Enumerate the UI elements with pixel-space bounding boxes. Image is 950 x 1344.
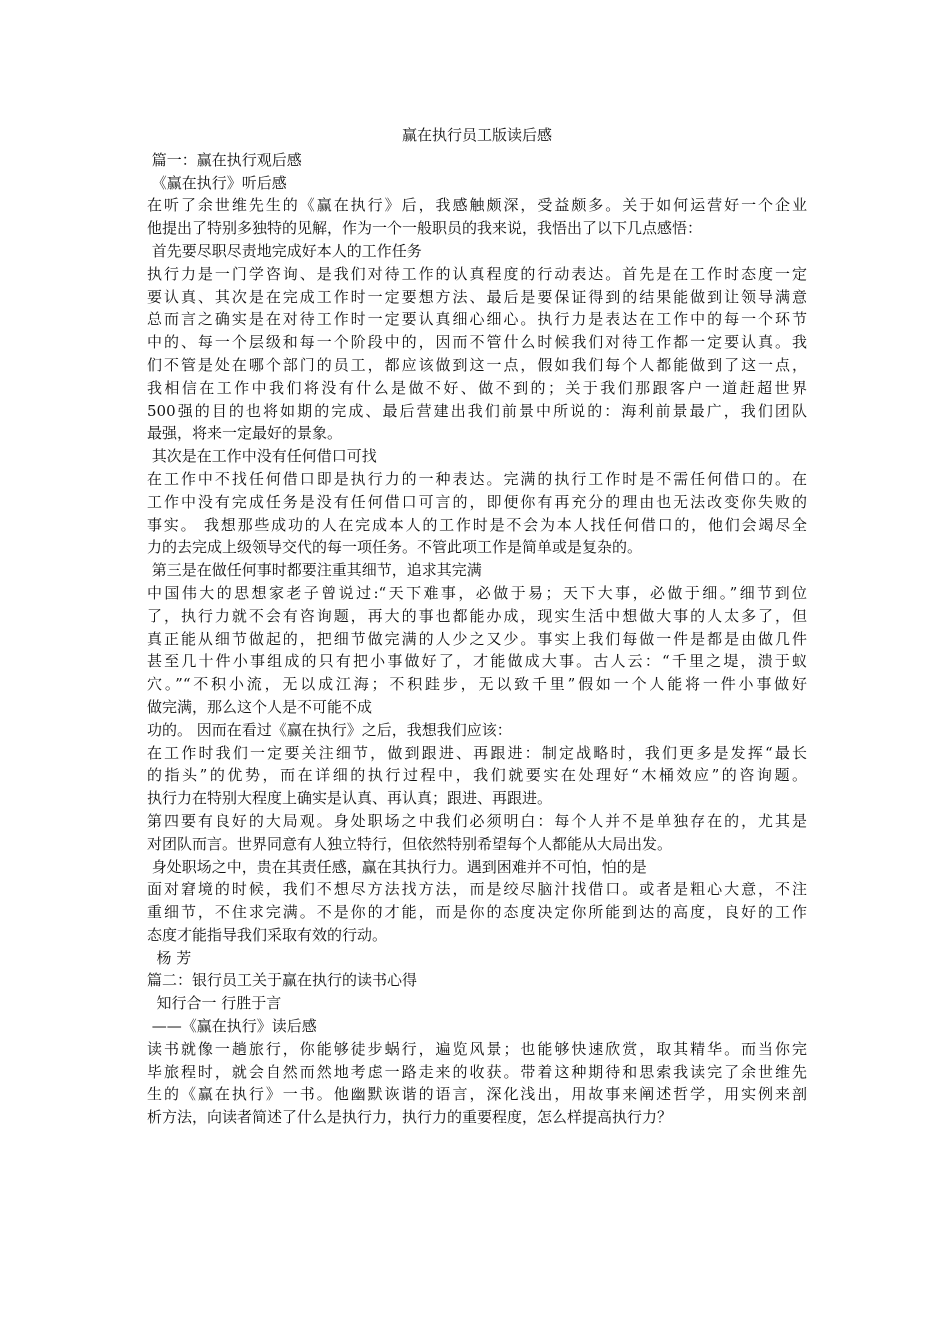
text-line: 在听了余世维先生的《赢在执行》后，我感触颇深，受益颇多。关于如何运营好一个企业	[147, 196, 807, 215]
text-line: 甚至几十件小事组成的只有把小事做好了，才能做成大事。古人云：“千里之堤，溃于蚁	[147, 652, 807, 671]
text-line: 知行合一 行胜于言	[147, 994, 282, 1013]
text-line: 在工作时我们一定要关注细节，做到跟进、再跟进：制定战略时，我们更多是发挥“最长	[147, 743, 807, 762]
text-line: 读书就像一趟旅行，你能够徒步蜗行，遍览风景；也能够快速欣赏，取其精华。而当你完	[147, 1039, 807, 1058]
text-line: 中国伟大的思想家老子曾说过:“天下难事，必做于易；天下大事，必做于细。”细节到位	[147, 583, 807, 602]
document-body	[147, 149, 807, 1129]
text-line: 工作中没有完成任务是没有任何借口可言的，即便你有再充分的理由也无法改变你失败的	[147, 492, 807, 511]
text-line: 执行力在特别大程度上确实是认真、再认真；跟进、再跟进。	[147, 789, 553, 808]
text-line: 做完满，那么这个人是不可能不成	[147, 697, 373, 716]
document-title: 赢在执行员工版读后感	[401, 126, 552, 144]
text-line: 总而言之确实是在对待工作时一定要认真细心细心。执行力是表达在工作中的每一个环节	[147, 310, 807, 329]
text-line: 最强，将来一定最好的景象。	[147, 424, 343, 443]
text-line: 态度才能指导我们采取有效的行动。	[147, 925, 388, 944]
text-line: 真正能从细节做起的，把细节做完满的人少之又少。事实上我们每做一件是都是由做几件	[147, 629, 807, 648]
text-line: 毕旅程时，就会自然而然地考虑一路走来的收获。带着这种期待和思索我读完了余世维先	[147, 1062, 807, 1081]
text-line: 力的去完成上级领导交代的每一项任务。不管此项工作是简单或是复杂的。	[147, 538, 643, 557]
text-line: 生的《赢在执行》一书。他幽默诙谐的语言，深化浅出，用故事来阐述哲学，用实例来剖	[147, 1085, 807, 1104]
document-page	[147, 124, 807, 1129]
text-line: 要认真、其次是在完成工作时一定要想方法、最后是要保证得到的结果能做到让领导满意	[147, 287, 807, 306]
text-line: 500强的目的也将如期的完成、最后营建出我们前景中所说的：海利前景最广，我们团队	[147, 401, 807, 420]
text-line: 他提出了特别多独特的见解，作为一个一般职员的我来说，我悟出了以下几点感悟：	[147, 219, 703, 238]
text-line: 穴。”“不积小流，无以成江海；不积跬步，无以致千里”假如一个人能将一件小事做好	[147, 675, 807, 694]
text-line: 其次是在工作中没有任何借口可找	[147, 447, 377, 466]
text-line: ——《赢在执行》读后感	[147, 1017, 317, 1036]
text-line: 我相信在工作中我们将没有什么是做不好、做不到的；关于我们那跟客户一道赶超世界	[147, 378, 807, 397]
text-line: 篇二：银行员工关于赢在执行的读书心得	[147, 971, 418, 990]
text-line: 析方法，向读者简述了什么是执行力，执行力的重要程度，怎么样提高执行力？	[147, 1108, 673, 1127]
text-line: 执行力是一门学咨询、是我们对待工作的认真程度的行动表达。首先是在工作时态度一定	[147, 264, 807, 283]
text-line: 重细节，不住求完满。不是你的才能，而是你的态度决定你所能到达的高度，良好的工作	[147, 903, 807, 922]
text-line: 了，执行力就不会有咨询题，再大的事也都能办成，现实生活中想做大事的人太多了，但	[147, 606, 807, 625]
text-line: 功的。 因而在看过《赢在执行》之后，我想我们应该：	[147, 720, 512, 739]
text-line: 第三是在做任何事时都要注重其细节，追求其完满	[147, 561, 482, 580]
text-line: 对团队而言。世界同意有人独立特行，但依然特别希望每个人都能从大局出发。	[147, 834, 673, 853]
text-line: 第四要有良好的大局观。身处职场之中我们必须明白：每个人并不是单独存在的，尤其是	[147, 811, 807, 830]
text-line: 们不管是处在哪个部门的员工，都应该做到这一点，假如我们每个人都能做到了这一点，	[147, 355, 807, 374]
text-line: 面对窘境的时候，我们不想尽方法找方法，而是绞尽脑汁找借口。或者是粗心大意，不注	[147, 880, 807, 899]
text-line: 《赢在执行》听后感	[147, 173, 287, 192]
text-line: 在工作中不找任何借口即是执行力的一种表达。完满的执行工作时是不需任何借口的。在	[147, 469, 807, 488]
text-line: 事实。 我想那些成功的人在完成本人的工作时是不会为本人找任何借口的，他们会竭尽全	[147, 515, 807, 534]
text-line: 中的、每一个层级和每一个阶段中的，因而不管什么时候我们对待工作都一定要认真。我	[147, 333, 807, 352]
text-line: 的指头”的优势，而在详细的执行过程中，我们就要实在处理好“木桶效应”的咨询题。	[147, 766, 807, 785]
text-line: 篇一：赢在执行观后感	[147, 150, 302, 169]
text-line: 首先要尽职尽责地完成好本人的工作任务	[147, 241, 422, 260]
text-line: 杨 芳	[147, 948, 192, 967]
text-line: 身处职场之中，贵在其责任感，赢在其执行力。遇到困难并不可怕，怕的是	[147, 857, 647, 876]
